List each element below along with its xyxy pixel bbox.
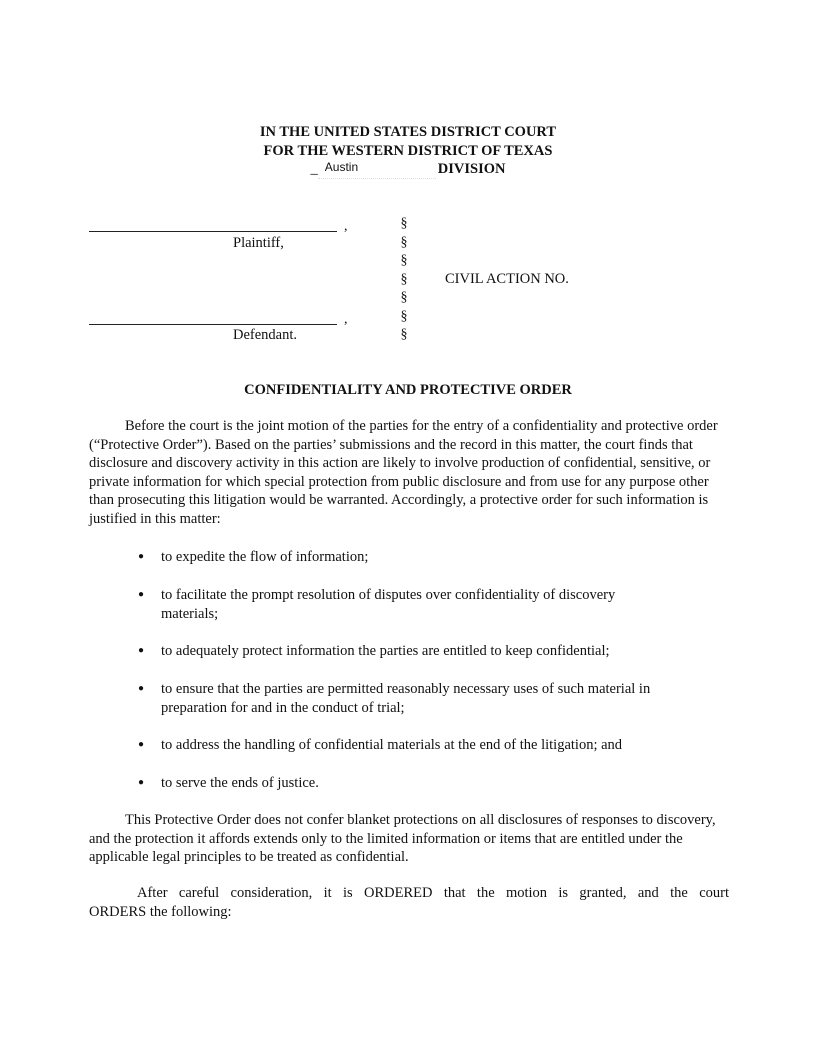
defendant-signature-line[interactable] [89, 324, 337, 325]
division-prefix: _ [310, 161, 318, 177]
bullet-item: to adequately protect information the parties are entitled to keep confidential; [161, 643, 610, 659]
bullet-item: to address the handling of confidential materials at the end of the litigation; and [161, 737, 623, 753]
division-value: Austin [324, 159, 359, 174]
bullet-marker: ● [138, 739, 145, 750]
intro-paragraph: Before the court is the joint motion of the parties for the entry of a confidentiality and protective order (“Protective Order”). Based on the parties’ submissions and the record in this matter, the court finds that disclosure and discovery activity in this action are likely to involve production of confidential, sensitive, or private information for which special protection from public disclosure and from use for any purpose other than prosecuting this litigation would be warranted. Accordingly, a protective order for such information is justified in this matter: [89, 418, 718, 527]
order-paragraph-line-1: After careful consideration, it is ORDERED that the motion is granted, and the court [137, 885, 729, 901]
section-symbol: § [400, 327, 408, 342]
section-symbol: § [400, 234, 408, 250]
bullet-marker: ● [138, 645, 145, 656]
plaintiff-comma: , [344, 219, 348, 234]
bullet-marker: ● [138, 551, 145, 562]
order-title: CONFIDENTIALITY AND PROTECTIVE ORDER [244, 382, 572, 398]
bullet-item: to ensure that the parties are permitted reasonably necessary uses of such material in preparation for and in the conduct of trial; [161, 681, 651, 716]
scope-paragraph: This Protective Order does not confer blanket protections on all disclosures of responses to discovery, and the protection it affords extends only to the limited information or items that are entitled under the applicable legal principles to be treated as confidential. [89, 812, 716, 865]
court-line-1: IN THE UNITED STATES DISTRICT COURT [259, 124, 557, 140]
civil-action-label: CIVIL ACTION NO. [445, 271, 569, 287]
bullet-item: to serve the ends of justice. [161, 775, 319, 791]
division-input[interactable] [318, 159, 436, 179]
bullet-item: to facilitate the prompt resolution of disputes over confidentiality of discovery materials; [161, 587, 616, 622]
section-symbol: § [400, 253, 408, 268]
defendant-label: Defendant. [233, 327, 298, 343]
section-symbol: § [400, 216, 408, 231]
section-symbol-column [398, 215, 410, 345]
bullet-item: to expedite the flow of information; [161, 549, 369, 565]
plaintiff-label: Plaintiff, [233, 235, 284, 251]
bullet-marker: ● [138, 589, 145, 600]
defendant-comma: , [344, 312, 348, 327]
plaintiff-signature-line[interactable] [89, 231, 337, 232]
division-label: DIVISION [437, 161, 506, 177]
division-line [0, 160, 816, 179]
bullet-marker: ● [138, 777, 145, 788]
order-paragraph [89, 884, 729, 921]
order-paragraph-line-2: ORDERS the following: [89, 903, 232, 920]
section-symbol: § [400, 271, 408, 287]
section-symbol: § [400, 308, 408, 324]
section-symbol: § [400, 290, 408, 305]
court-header [0, 123, 816, 179]
court-line-2: FOR THE WESTERN DISTRICT OF TEXAS [263, 142, 553, 159]
bullet-marker: ● [138, 683, 145, 694]
